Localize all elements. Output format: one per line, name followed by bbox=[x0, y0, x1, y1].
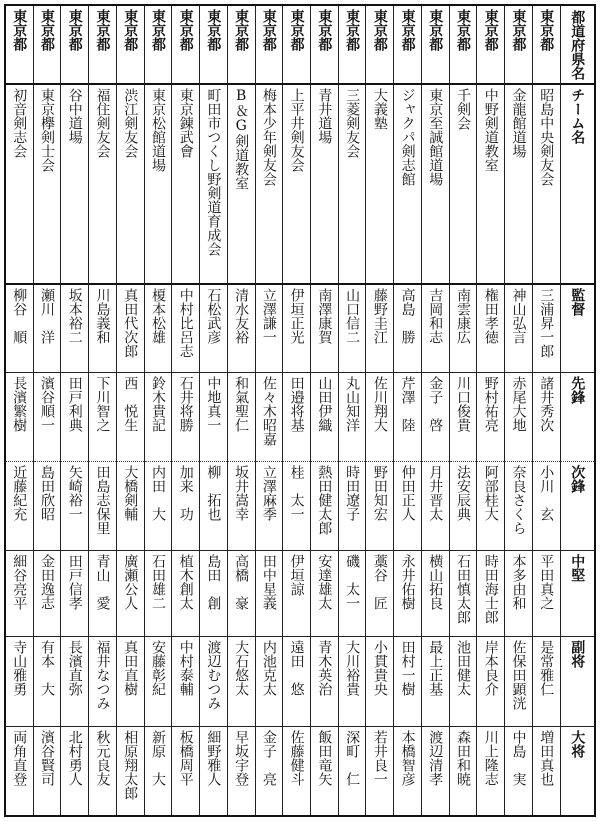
member-cell: 伊垣正光 bbox=[283, 285, 310, 373]
team-column bbox=[227, 6, 255, 815]
team-name-cell: 東京至誠館道場 bbox=[422, 85, 449, 285]
member-cell: 相原翔太郎 bbox=[122, 730, 139, 800]
team-column bbox=[532, 6, 560, 815]
member-cell: 法安辰典 bbox=[450, 462, 477, 551]
member-cell: 矢崎裕一 bbox=[61, 462, 88, 551]
member-cell: 熱田健太郎 bbox=[311, 462, 338, 551]
member-cell: 廣瀬公人 bbox=[117, 551, 144, 637]
team-name-cell: 青井道場 bbox=[311, 85, 338, 285]
prefecture-cell: 東京都 bbox=[6, 6, 33, 85]
member-cell: 寺山雅勇 bbox=[6, 637, 33, 727]
team-column bbox=[171, 6, 199, 815]
member-cell: 仲田正人 bbox=[394, 462, 421, 551]
member-cell: 清水友裕 bbox=[228, 285, 255, 373]
team-name-cell: 上平井剣友会 bbox=[283, 85, 310, 285]
member-cell: 真田代次郎 bbox=[117, 285, 144, 373]
member-cell: 田邉将基 bbox=[283, 373, 310, 462]
team-name-cell: 梅本少年剣友会 bbox=[256, 85, 283, 285]
team-column bbox=[449, 6, 477, 815]
member-cell: 近藤紀充 bbox=[6, 462, 33, 551]
roster-table bbox=[4, 4, 596, 817]
prefecture-cell: 東京都 bbox=[256, 6, 283, 85]
member-cell: 細野雅人 bbox=[205, 730, 222, 786]
team-name-cell: 渋江剣友会 bbox=[117, 85, 144, 285]
member-cell: 大石悠太 bbox=[228, 637, 255, 727]
member-cell: 藁谷 匠 bbox=[366, 551, 393, 637]
member-cell: 森田和暁 bbox=[455, 730, 472, 786]
member-cell: 川島義和 bbox=[89, 285, 116, 373]
member-cell: 佐々木昭嘉 bbox=[256, 373, 283, 462]
member-cell: 桂 太一 bbox=[283, 462, 310, 551]
team-name-cell: 千剣会 bbox=[450, 85, 477, 285]
team-column bbox=[421, 6, 449, 815]
member-cell: 山田伊織 bbox=[311, 373, 338, 462]
member-cell: 田村一樹 bbox=[394, 637, 421, 727]
member-cell: 佐川翔大 bbox=[366, 373, 393, 462]
team-name-cell: 福住剣友会 bbox=[89, 85, 116, 285]
member-cell: 榎本松雄 bbox=[145, 285, 172, 373]
team-column bbox=[338, 6, 366, 815]
member-cell: 阿部桂大 bbox=[477, 462, 504, 551]
member-cell: 中村比呂志 bbox=[172, 285, 199, 373]
prefecture-cell: 東京都 bbox=[311, 6, 338, 85]
member-cell: 新原 大 bbox=[149, 730, 166, 786]
member-cell: 池田健太 bbox=[450, 637, 477, 727]
prefecture-cell: 東京都 bbox=[283, 6, 310, 85]
member-cell: 柳 拓也 bbox=[200, 462, 227, 551]
team-name-cell: B＆G剣道教室 bbox=[228, 85, 255, 285]
prefecture-cell: 東京都 bbox=[61, 6, 88, 85]
member-cell: 高島 勝 bbox=[394, 285, 421, 373]
member-cell: 田島志保里 bbox=[89, 462, 116, 551]
team-column bbox=[199, 6, 227, 815]
header-team: チーム名 bbox=[561, 85, 594, 285]
member-cell: 山口信二 bbox=[339, 285, 366, 373]
team-column bbox=[144, 6, 172, 815]
member-cell: 長濱繁樹 bbox=[6, 373, 33, 462]
member-cell: 遠田 悠 bbox=[283, 637, 310, 727]
member-cell: 島田 創 bbox=[200, 551, 227, 637]
prefecture-cell: 東京都 bbox=[477, 6, 504, 85]
member-cell: 深町 仁 bbox=[344, 730, 361, 786]
member-cell: 両角直登 bbox=[11, 730, 28, 786]
team-name-cell: 三菱剣友会 bbox=[339, 85, 366, 285]
member-cell: 金子 啓 bbox=[422, 373, 449, 462]
member-cell: 長濱直弥 bbox=[61, 637, 88, 727]
prefecture-cell: 東京都 bbox=[366, 6, 393, 85]
team-name-cell: 初音剣志会 bbox=[6, 85, 33, 285]
member-cell: 和氣聖仁 bbox=[228, 373, 255, 462]
member-cell: 安藤彰紀 bbox=[145, 637, 172, 727]
member-cell: 是常雅仁 bbox=[533, 637, 560, 727]
member-cell: 中地真一 bbox=[200, 373, 227, 462]
member-cell: 平田真之 bbox=[533, 551, 560, 637]
member-cell: 川上隆志 bbox=[482, 730, 499, 786]
member-cell: 秋元良友 bbox=[94, 730, 111, 786]
team-name-cell: 昭島中央剣友会 bbox=[533, 85, 560, 285]
member-cell: 本橋智彦 bbox=[399, 730, 416, 786]
member-cell: 石井将勝 bbox=[172, 373, 199, 462]
member-cell: 福井なつみ bbox=[89, 637, 116, 727]
prefecture-cell: 東京都 bbox=[228, 6, 255, 85]
member-cell: 瀬川 洋 bbox=[34, 285, 61, 373]
member-cell: 若井良一 bbox=[371, 730, 388, 786]
prefecture-cell: 東京都 bbox=[117, 6, 144, 85]
member-cell: 田中星義 bbox=[256, 551, 283, 637]
member-cell: 有本 大 bbox=[34, 637, 61, 727]
member-cell: 野田知宏 bbox=[366, 462, 393, 551]
member-cell: 権田孝徳 bbox=[477, 285, 504, 373]
member-cell: 渡辺清孝 bbox=[427, 730, 444, 786]
member-cell: 濱谷賢司 bbox=[39, 730, 56, 786]
member-cell: 横山拓良 bbox=[422, 551, 449, 637]
header-role: 副将 bbox=[561, 637, 594, 727]
member-cell: 田戸信孝 bbox=[61, 551, 88, 637]
header-role: 中堅 bbox=[561, 551, 594, 637]
header-role: 大将 bbox=[569, 730, 586, 758]
prefecture-cell: 東京都 bbox=[34, 6, 61, 85]
team-name-cell: 谷中道場 bbox=[61, 85, 88, 285]
team-column bbox=[116, 6, 144, 815]
member-cell: 田戸利典 bbox=[61, 373, 88, 462]
team-column bbox=[255, 6, 283, 815]
member-cell: 本多由和 bbox=[505, 551, 532, 637]
prefecture-cell: 東京都 bbox=[394, 6, 421, 85]
team-column bbox=[60, 6, 88, 815]
header-role: 先鋒 bbox=[561, 373, 594, 462]
header-role: 監督 bbox=[561, 285, 594, 373]
team-column bbox=[88, 6, 116, 815]
member-cell: 川口俊貴 bbox=[450, 373, 477, 462]
member-cell: 石田慎太郎 bbox=[450, 551, 477, 637]
member-cell: 吉岡和志 bbox=[422, 285, 449, 373]
header-column bbox=[560, 6, 594, 815]
member-cell: 石田雄二 bbox=[145, 551, 172, 637]
member-cell: 坂本裕二 bbox=[61, 285, 88, 373]
member-cell: 月井晋太 bbox=[422, 462, 449, 551]
member-cell: 北村勇人 bbox=[66, 730, 83, 786]
member-cell: 南澤康賀 bbox=[311, 285, 338, 373]
member-cell: 渡辺むつみ bbox=[200, 637, 227, 727]
member-cell: 金田逸志 bbox=[34, 551, 61, 637]
team-name-cell: 中野剣道教室 bbox=[477, 85, 504, 285]
team-column bbox=[476, 6, 504, 815]
member-cell: 板橋周平 bbox=[177, 730, 194, 786]
prefecture-cell: 東京都 bbox=[533, 6, 560, 85]
member-cell: 佐藤健斗 bbox=[288, 730, 305, 786]
member-cell: 金子 亮 bbox=[260, 730, 277, 786]
member-cell: 下川智之 bbox=[89, 373, 116, 462]
team-name-cell: 東京松館道場 bbox=[145, 85, 172, 285]
team-name-cell: 東京欅剣士会 bbox=[34, 85, 61, 285]
team-name-cell: 東京錬武會 bbox=[172, 85, 199, 285]
prefecture-cell: 東京都 bbox=[172, 6, 199, 85]
header-role: 次鋒 bbox=[561, 462, 594, 551]
member-cell: 立澤謙一 bbox=[256, 285, 283, 373]
member-cell: 飯田竜矢 bbox=[316, 730, 333, 786]
member-cell: 奈良さくら bbox=[505, 462, 532, 551]
team-name-cell: 金龍館道場 bbox=[505, 85, 532, 285]
member-cell: 神山弘言 bbox=[505, 285, 532, 373]
member-cell: 鈴木貴記 bbox=[145, 373, 172, 462]
header-prefecture: 都道府県名 bbox=[561, 6, 594, 85]
member-cell: 大川裕貴 bbox=[339, 637, 366, 727]
member-cell: 諸井秀次 bbox=[533, 373, 560, 462]
member-cell: 永井佑樹 bbox=[394, 551, 421, 637]
member-cell: 佐保田顕洸 bbox=[505, 637, 532, 727]
prefecture-cell: 東京都 bbox=[505, 6, 532, 85]
prefecture-cell: 東京都 bbox=[89, 6, 116, 85]
member-cell: 南雲康広 bbox=[450, 285, 477, 373]
member-cell: 藤野圭江 bbox=[366, 285, 393, 373]
member-cell: 野村祐亮 bbox=[477, 373, 504, 462]
team-name-cell: ジャクパ剣志館 bbox=[394, 85, 421, 285]
member-cell: 芹澤 陸 bbox=[394, 373, 421, 462]
member-cell: 内田 大 bbox=[145, 462, 172, 551]
member-cell: 小川 玄 bbox=[533, 462, 560, 551]
member-cell: 濱谷順一 bbox=[34, 373, 61, 462]
member-cell: 中村泰輔 bbox=[172, 637, 199, 727]
team-column bbox=[282, 6, 310, 815]
team-column bbox=[393, 6, 421, 815]
member-cell: 磯 太一 bbox=[339, 551, 366, 637]
prefecture-cell: 東京都 bbox=[339, 6, 366, 85]
member-cell: 青山 愛 bbox=[89, 551, 116, 637]
prefecture-cell: 東京都 bbox=[450, 6, 477, 85]
member-cell: 伊垣諒 bbox=[283, 551, 310, 637]
member-cell: 時田海士郎 bbox=[477, 551, 504, 637]
prefecture-cell: 東京都 bbox=[422, 6, 449, 85]
member-cell: 丸山知洋 bbox=[339, 373, 366, 462]
member-cell: 植木創太 bbox=[172, 551, 199, 637]
member-cell: 真田直樹 bbox=[117, 637, 144, 727]
team-column bbox=[6, 6, 33, 815]
team-name-cell: 大義塾 bbox=[366, 85, 393, 285]
member-cell: 高橋 豪 bbox=[228, 551, 255, 637]
member-cell: 増田真也 bbox=[538, 730, 555, 786]
member-cell: 時田遼子 bbox=[339, 462, 366, 551]
member-cell: 柳谷 順 bbox=[6, 285, 33, 373]
team-name-cell: 町田市つくし野剣道育成会 bbox=[200, 85, 227, 285]
member-cell: 赤尾大地 bbox=[505, 373, 532, 462]
member-cell: 石松武彦 bbox=[200, 285, 227, 373]
team-column bbox=[33, 6, 61, 815]
member-cell: 細谷亮平 bbox=[6, 551, 33, 637]
prefecture-cell: 東京都 bbox=[145, 6, 172, 85]
member-cell: 最上正基 bbox=[422, 637, 449, 727]
member-cell: 加来 功 bbox=[172, 462, 199, 551]
member-cell: 安達雄太 bbox=[311, 551, 338, 637]
member-cell: 早坂宇登 bbox=[233, 730, 250, 786]
member-cell: 大橋剣輔 bbox=[117, 462, 144, 551]
member-cell: 立澤麻季 bbox=[256, 462, 283, 551]
member-cell: 青木英治 bbox=[311, 637, 338, 727]
team-column bbox=[504, 6, 532, 815]
member-cell: 内池克太 bbox=[256, 637, 283, 727]
member-cell: 三浦昇一郎 bbox=[533, 285, 560, 373]
member-cell: 小貫貴央 bbox=[366, 637, 393, 727]
team-column bbox=[310, 6, 338, 815]
member-cell: 西 悦生 bbox=[117, 373, 144, 462]
member-cell: 中島 実 bbox=[510, 730, 527, 786]
member-cell: 坂井嵩幸 bbox=[228, 462, 255, 551]
member-cell: 岸本良介 bbox=[477, 637, 504, 727]
prefecture-cell: 東京都 bbox=[200, 6, 227, 85]
team-column bbox=[365, 6, 393, 815]
member-cell: 島田欣昭 bbox=[34, 462, 61, 551]
